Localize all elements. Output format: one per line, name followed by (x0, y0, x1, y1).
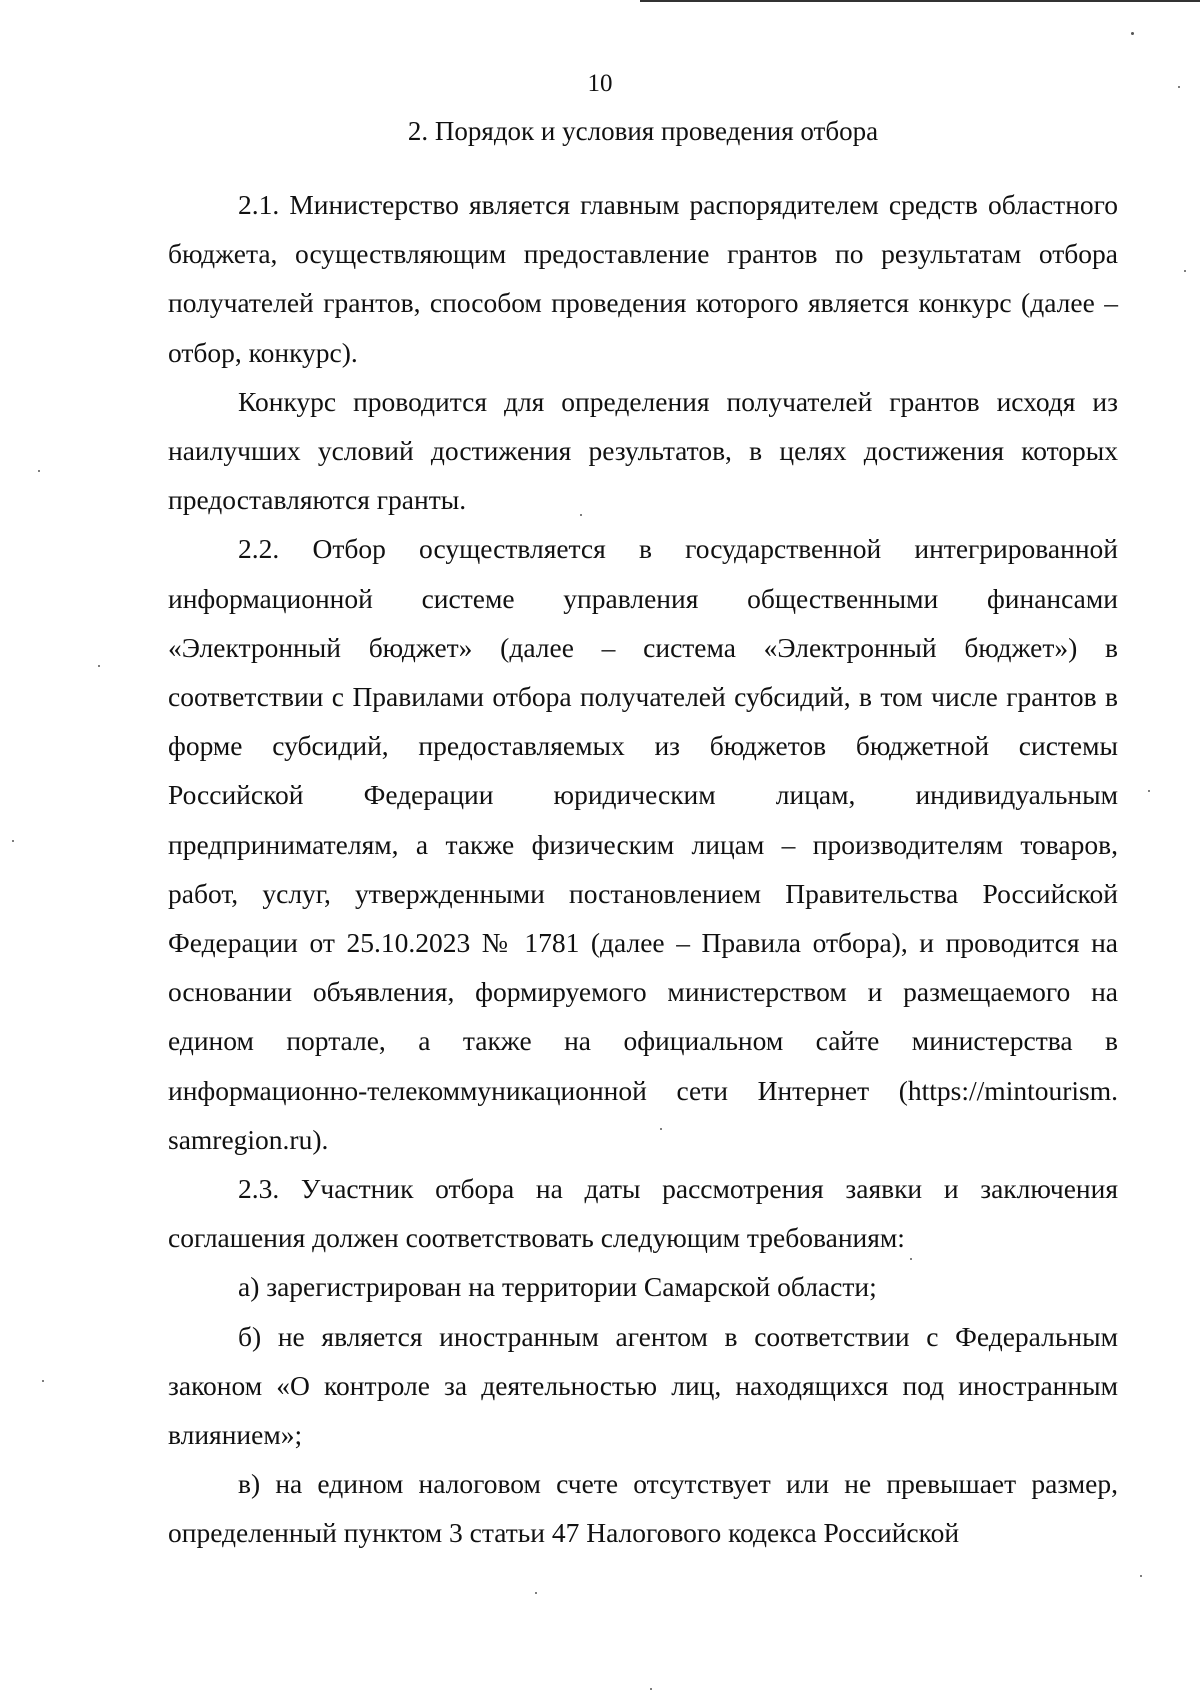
scan-speck (535, 1592, 537, 1594)
scan-speck (910, 1258, 912, 1260)
requirement-a: а) зарегистрирован на территории Самарской области; (238, 1271, 877, 1303)
scan-speck (98, 665, 100, 667)
requirement-b: б) не является иностранным агентом в соответствии с Федеральным законом «О контроле за деятельностью лиц, находящихся под иностранным влиянием»; (168, 1320, 1118, 1451)
paragraph-2-3: 2.3. Участник отбора на даты рассмотрения заявки и заключения соглашения должен соответствовать следующим требованиям: (168, 1173, 1118, 1254)
paragraph-2-2: 2.2. Отбор осуществляется в государственной интегрированной информационной системе управления общественными финансами «Электронный бюджет» (далее – система «Электронный бюджет») в соответствии с Правилами отбора получателей субсидий, в том числе грантов в форме субсидий, предоставляемых из бюджетов бюджетной системы Российской Федерации юридическим лицам, индивидуальным предпринимателям, а также физическим лицам – производителям товаров, работ, услуг, утвержденными постановлением Правительства Российской Федерации от 25.10.2023 № 1781 (далее – Правила отбора), и проводится на основании объявления, формируемого министерством и размещаемого на едином портале, а также на официальном сайте министерства в информационно-телекоммуникационной сети Интернет (https://mintourism. samregion.ru). (168, 533, 1118, 1155)
scan-speck (1148, 790, 1150, 792)
scan-speck (580, 514, 582, 516)
scan-speck (1184, 270, 1186, 272)
requirement-c: в) на едином налоговом счете отсутствует или не превышает размер, определенный пунктом 3 статьи 47 Налогового кодекса Российской (168, 1468, 1118, 1549)
scan-speck (12, 840, 14, 842)
paragraph-contest: Конкурс проводится для определения получателей грантов исходя из наилучших условий достижения результатов, в целях достижения которых предоставляются гранты. (168, 385, 1118, 516)
top-border-line (640, 0, 1200, 2)
page-number: 10 (587, 70, 613, 97)
scan-speck (42, 1380, 44, 1382)
scan-speck (650, 1688, 652, 1690)
scan-speck (1140, 1575, 1142, 1577)
paragraph-2-1: 2.1. Министерство является главным распорядителем средств областного бюджета, осуществляющим предоставление грантов по результатам отбора получателей грантов, способом проведения которого является конкурс (далее – отбор, конкурс). (168, 189, 1118, 368)
scan-speck (1131, 32, 1134, 35)
scan-speck (660, 1128, 662, 1130)
section-title: 2. Порядок и условия проведения отбора (407, 116, 879, 146)
scan-speck (38, 470, 40, 472)
scan-speck (1178, 86, 1180, 88)
document-body (168, 180, 1118, 1558)
